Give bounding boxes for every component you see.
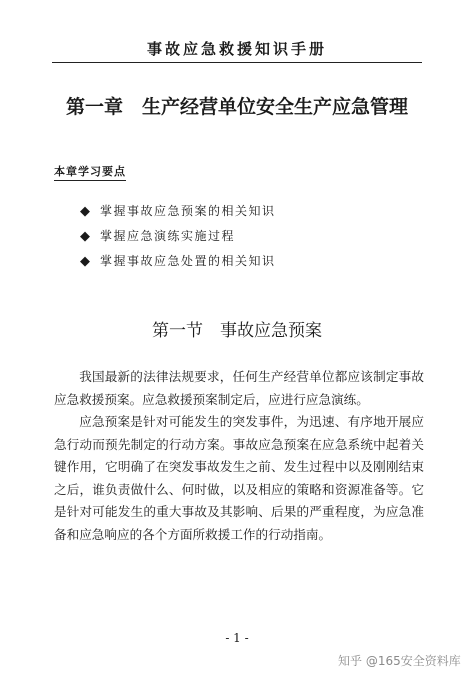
diamond-bullet-icon: ◆ [80,254,92,269]
key-point-item [80,249,276,274]
key-points-label: 本章学习要点 [54,163,126,181]
running-header: 事故应急救援知识手册 [146,40,327,58]
key-point-item [80,224,276,249]
key-point-text: 掌握事故应急处置的相关知识 [100,254,276,268]
diamond-bullet-icon: ◆ [80,204,92,219]
key-point-text: 掌握应急演练实施过程 [100,229,236,243]
chapter-title: 第一章 生产经营单位安全生产应急管理 [65,96,408,118]
diamond-bullet-icon: ◆ [80,229,92,244]
key-points-list [80,199,276,274]
paragraph: 我国最新的法律法规要求，任何生产经营单位都应该制定事故应急救援预案。应急救援预案制定后，应进行应急演练。 [54,369,424,407]
watermark: 知乎 @165安全资料库 [338,654,461,668]
key-point-text: 掌握事故应急预案的相关知识 [100,204,276,218]
header-rule [52,62,422,63]
key-point-item [80,199,276,224]
body-text [54,366,424,546]
section-title: 第一节 事故应急预案 [152,321,322,341]
paragraph: 应急预案是针对可能发生的突发事件，为迅速、有序地开展应急行动而预先制定的行动方案。事故应急预案在应急系统中起着关键作用，它明确了在突发事故发生之前、发生过程中以及刚刚结束之后，谁负责做什么、何时做，以及相应的策略和资源准备等。它是针对可能发生的重大事故及其影响、后果的严重程度，为应急准备和应急响应的各个方面所救援工作的行动指南。 [54,414,424,542]
page-number: - 1 - [225,631,249,645]
